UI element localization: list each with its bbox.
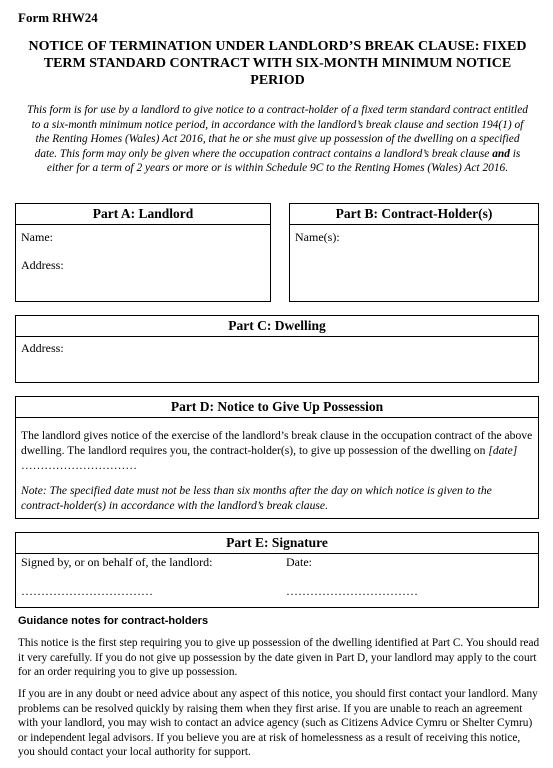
signature-line: …………………………… (21, 584, 153, 598)
guidance-paragraph-2: If you are in any doubt or need advice about any aspect of this notice, you should first contact your landlord. Many problems can be resolved quickly by raising them when they first arise. If you are unable to reach an agreement with your landlord, you may wish to contact an advice agency (such as Citizens Advice Cymru or Shelter Cymru) or independent legal advisors. If you believe you are at risk of homelessness as a result of receiving this notice, you should contact your local authority for support. (18, 688, 538, 759)
part-c-box (15, 315, 539, 383)
landlord-address-label: Address: (21, 258, 64, 272)
part-a-box (15, 203, 271, 302)
intro-text-part-1: This form is for use by a landlord to give notice to a contract-holder of a fixed term standard contract entitled to a six-month minimum notice period, in accordance with the landlord’s break clause and section 194(1) of the Renting Homes (Wales) Act 2016, that he or she must give up possession of the dwelling on a specified date. This form may only be given where the occupation contract contains a landlord’s break clause (27, 104, 528, 160)
page-title: NOTICE OF TERMINATION UNDER LANDLORD’S BREAK CLAUSE: FIXED TERM STANDARD CONTRACT WITH SIX-MONTH MINIMUM NOTICE PERIOD (28, 39, 527, 88)
part-d-title: Part D: Notice to Give Up Possession (16, 397, 538, 418)
part-a-title: Part A: Landlord (16, 204, 270, 225)
date-label: Date: (286, 555, 312, 569)
part-e-box (15, 532, 539, 608)
part-d-box (15, 396, 539, 519)
part-d-date-dots: ………………………… (21, 459, 137, 472)
part-c-title: Part C: Dwelling (16, 316, 538, 337)
intro-text-part-2: is either for a term of 2 years or more or is within Schedule 9C to the Renting Homes (Wales) Act 2016. (46, 147, 521, 174)
form-id: Form RHW24 (18, 10, 98, 25)
part-d-date-placeholder: [date] (488, 444, 518, 457)
intro-text (25, 103, 530, 176)
dwelling-address-label: Address: (21, 341, 64, 355)
signed-by-label: Signed by, or on behalf of, the landlord: (21, 555, 213, 569)
part-d-notice-main: The landlord gives notice of the exercise of the landlord’s break clause in the occupation contract of the above dwelling. The landlord requires you, the contract-holder(s), to give up possession of the dwelling on (21, 429, 533, 457)
date-line: …………………………… (286, 584, 418, 598)
part-e-title: Part E: Signature (16, 533, 538, 554)
guidance-heading: Guidance notes for contract-holders (18, 615, 209, 627)
landlord-name-label: Name: (21, 230, 53, 244)
part-d-notice-text (21, 428, 535, 473)
guidance-paragraph-1: This notice is the first step requiring you to give up possession of the dwelling identified at Part C. You should read it very carefully. If you do not give up possession by the date given in Part D, your landlord may apply to the court for an order requiring you to give up possession. (18, 637, 540, 679)
part-b-box (289, 203, 539, 302)
intro-text-emphasis: and (492, 147, 510, 160)
part-d-note: Note: The specified date must not be less than six months after the day on which notice is given to the contract-holder(s) in accordance with the landlord’s break clause. (21, 484, 492, 512)
contract-holder-names-label: Name(s): (295, 230, 340, 244)
part-b-title: Part B: Contract-Holder(s) (290, 204, 538, 225)
